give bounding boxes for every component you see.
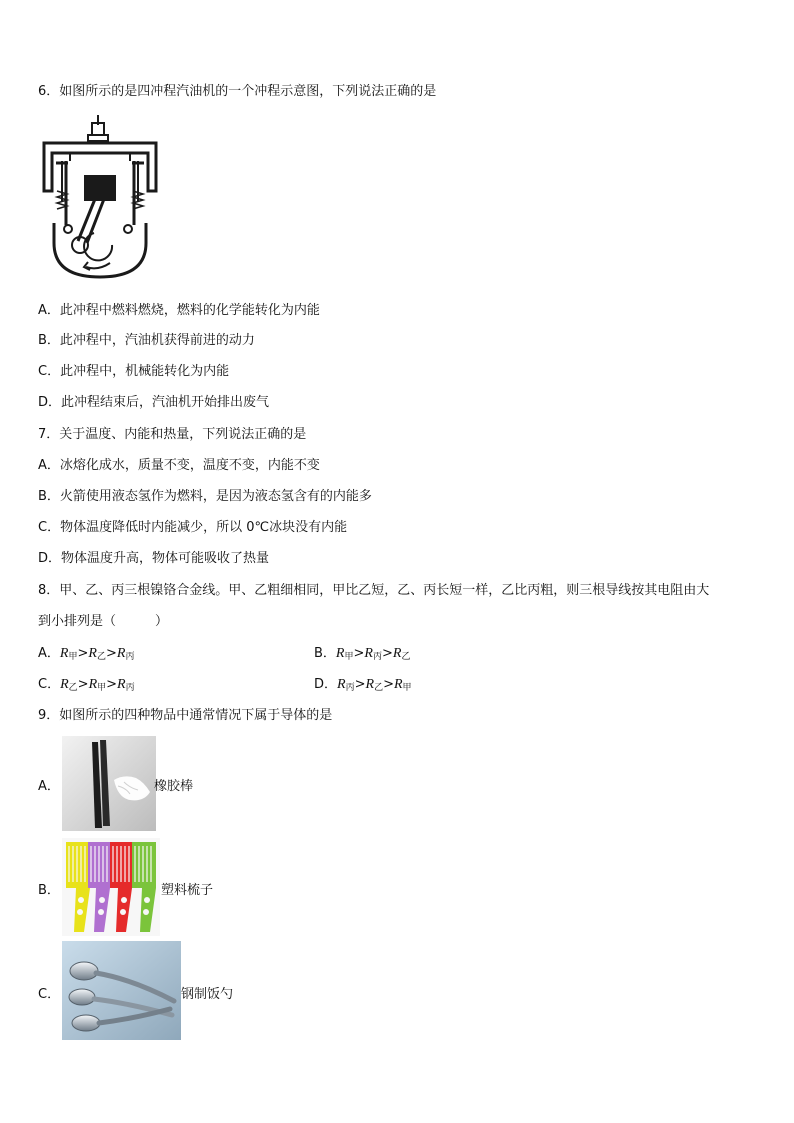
q9-option-b-caption: 塑料梳子 [161,883,214,898]
q9-option-b-letter[interactable]: B． [38,883,60,898]
q6-option-c[interactable]: C．此冲程中，机械能转化为内能 [38,364,230,379]
q7-stem: 7．关于温度、内能和热量，下列说法正确的是 [38,427,307,442]
q6-option-d[interactable]: D．此冲程结束后，汽油机开始排出废气 [38,395,270,410]
q8-option-a[interactable]: A．$R_甲>R_乙>R_丙$ [38,646,135,662]
q7-option-a[interactable]: A．冰熔化成水，质量不变，温度不变，内能不变 [38,458,320,473]
q9-stem: 9．如图所示的四种物品中通常情况下属于导体的是 [38,708,333,723]
plastic-comb-image[interactable] [62,838,160,936]
q7-option-b[interactable]: B．火箭使用液态氢作为燃料，是因为液态氢含有的内能多 [38,489,372,504]
q7-option-d[interactable]: D．物体温度升高，物体可能吸收了热量 [38,551,270,566]
q8-option-b[interactable]: B．$R_甲>R_丙>R_乙$ [314,646,411,662]
q6-option-b[interactable]: B．此冲程中，汽油机获得前进的动力 [38,333,255,348]
q9-option-a-caption: 橡胶棒 [154,779,194,794]
engine-diagram [40,113,162,281]
q9-option-a-letter[interactable]: A． [38,779,60,794]
q9-option-c-caption: 钢制饭勺 [181,987,234,1002]
q6-option-a[interactable]: A．此冲程中燃料燃烧，燃料的化学能转化为内能 [38,303,320,318]
q8-option-c[interactable]: C．$R_乙>R_甲>R_丙$ [38,677,135,693]
q9-option-c-letter[interactable]: C． [38,987,61,1002]
rubber-rod-image[interactable] [62,736,156,831]
q7-option-c[interactable]: C．物体温度降低时内能减少，所以 0℃冰块没有内能 [38,520,348,535]
q8-stem-line1: 8．甲、乙、丙三根镍铬合金线。甲、乙粗细相同，甲比乙短，乙、丙长短一样，乙比丙粗，则三根导线按其电阻由大 [38,583,710,598]
steel-spoon-image[interactable] [62,941,181,1040]
q8-option-d[interactable]: D．$R_丙>R_乙>R_甲$ [314,677,412,693]
q8-stem-line2: 到小排列是（ ） [38,614,169,629]
q6-stem: 6．如图所示的是四冲程汽油机的一个冲程示意图，下列说法正确的是 [38,84,437,99]
